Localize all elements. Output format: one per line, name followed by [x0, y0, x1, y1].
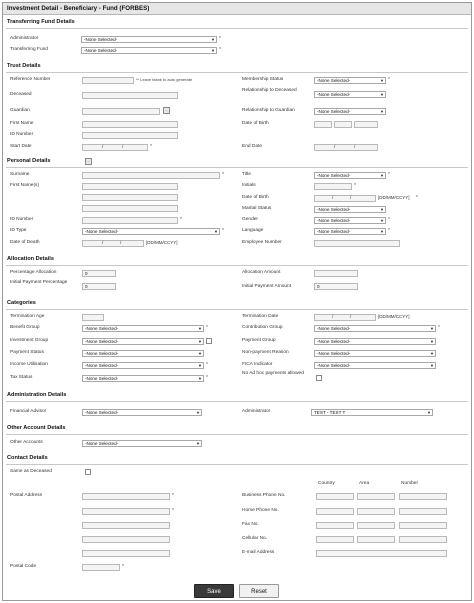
chevron-down-icon: ▼ [211, 48, 215, 53]
gender-label: Gender [242, 217, 258, 222]
business-phone-label: Business Phone No. [242, 493, 286, 498]
contribution-group-label: Contribution Group [242, 325, 283, 330]
chevron-down-icon: ▼ [198, 351, 202, 356]
trust-dob-day-input[interactable] [314, 121, 332, 128]
surname-input[interactable] [82, 172, 220, 179]
chevron-down-icon: ▼ [198, 339, 202, 344]
required-marker: * [388, 217, 390, 223]
trust-dob-year-input[interactable] [354, 121, 378, 128]
chevron-down-icon: ▼ [430, 326, 434, 331]
first-name-input[interactable] [82, 121, 178, 128]
section-divider [6, 464, 468, 465]
date-separator: / [332, 195, 334, 200]
fax-country[interactable] [316, 522, 354, 529]
business-phone-area[interactable] [357, 493, 395, 500]
benefit-group-label: Benefit Group [10, 325, 40, 330]
postal-address-label: Postal Address [10, 493, 42, 498]
section-title-categories: Categories [7, 300, 36, 306]
membership-status-label: Membership Status [242, 77, 284, 82]
page-title: Investment Detail - Beneficiary - Fund (FORBES) [3, 3, 471, 15]
home-phone-area[interactable] [357, 508, 395, 515]
tax-status-select[interactable]: -None Selected- ▼ [82, 375, 204, 382]
chevron-down-icon: ▼ [430, 351, 434, 356]
chevron-down-icon: ▼ [380, 173, 384, 178]
language-label: Language [242, 228, 264, 233]
phone-column-area: Area [359, 481, 370, 486]
date-separator: / [332, 314, 334, 319]
end-date-input[interactable] [314, 144, 378, 151]
termination-date-label: Termination Date [242, 314, 279, 319]
date-format-hint: [DD/MM/CCYY] [378, 314, 410, 319]
start-date-label: Start Date [10, 144, 32, 149]
date-format-hint: [DD/MM/CCYY] [146, 240, 178, 245]
required-marker: * [438, 325, 440, 331]
section-divider [6, 167, 468, 168]
deceased-input[interactable] [82, 92, 178, 99]
date-separator: / [102, 240, 104, 245]
postal-code-label: Postal Code [10, 564, 37, 569]
percentage-allocation-label: Percentage Allocation [10, 270, 57, 275]
cellular-label: Cellular No. [242, 536, 268, 541]
no-adhoc-payments-label: No Ad hoc payments allowed [242, 371, 304, 376]
payment-status-label: Payment Status [10, 350, 44, 355]
marital-status-label: Marital Status [242, 206, 272, 211]
home-phone-number[interactable] [399, 508, 447, 515]
benefit-group-select[interactable]: -None Selected- ▼ [82, 325, 204, 332]
chevron-down-icon: ▼ [427, 410, 431, 415]
title-label: Title [242, 172, 251, 177]
section-title-transferring: Transferring Fund Details [7, 19, 75, 25]
chevron-down-icon: ▼ [198, 376, 202, 381]
initials-input[interactable] [314, 183, 352, 190]
transferring-fund-label: Transferring Fund [10, 47, 48, 52]
required-marker: * [388, 228, 390, 234]
postal-address-line-1[interactable] [82, 493, 170, 500]
first-names-input-3[interactable] [82, 205, 178, 212]
initial-payment-percentage-label: Initial Payment Percentage [10, 280, 68, 285]
termination-age-label: Termination Age [10, 314, 45, 319]
trust-id-number-label: ID Number [10, 132, 34, 137]
start-date-input[interactable] [82, 144, 148, 151]
required-marker: * [180, 217, 182, 223]
chevron-down-icon: ▼ [430, 363, 434, 368]
trust-id-number-input[interactable] [82, 132, 178, 139]
surname-label: Surname [10, 172, 30, 177]
first-names-input-1[interactable] [82, 183, 178, 190]
contribution-group-select[interactable]: -None Selected- ▼ [314, 325, 436, 332]
investment-group-checkbox[interactable] [206, 338, 212, 344]
other-accounts-label: Other Accounts [10, 440, 43, 445]
required-marker: * [206, 362, 208, 368]
relationship-to-deceased-select[interactable]: -None Selected- ▼ [314, 91, 386, 98]
chevron-down-icon: ▼ [214, 229, 218, 234]
payment-group-select[interactable]: -None Selected- ▼ [314, 338, 436, 345]
reset-button[interactable]: Reset [239, 584, 279, 598]
required-marker: * [354, 183, 356, 189]
cellular-country[interactable] [316, 536, 354, 543]
chevron-down-icon: ▼ [380, 207, 384, 212]
date-separator: / [354, 144, 356, 149]
chevron-down-icon: ▼ [211, 37, 215, 42]
chevron-down-icon: ▼ [380, 92, 384, 97]
reference-number-input[interactable] [82, 77, 134, 84]
section-title-other-account: Other Account Details [7, 425, 66, 431]
investment-group-select[interactable]: -None Selected- ▼ [82, 338, 204, 345]
required-marker: * [172, 508, 174, 514]
chevron-down-icon: ▼ [430, 339, 434, 344]
payment-status-select[interactable]: -None Selected- ▼ [82, 350, 204, 357]
phone-column-number: Number [401, 481, 419, 486]
financial-advisor-label: Financial Advisor [10, 409, 47, 414]
section-divider [6, 401, 468, 402]
date-format-hint: [DD/MM/CCYY] [378, 195, 410, 200]
section-divider [6, 309, 468, 310]
employee-number-input[interactable] [314, 240, 400, 247]
initial-payment-amount-label: Initial Payment Amount [242, 284, 292, 289]
postal-address-line-4[interactable] [82, 536, 170, 543]
required-marker: * [206, 375, 208, 381]
date-separator: / [102, 144, 104, 149]
required-marker: * [388, 77, 390, 83]
guardian-lookup-button[interactable]: ... [164, 107, 169, 112]
title-select[interactable]: -None Selected- ▼ [314, 172, 386, 179]
required-marker: * [150, 144, 152, 150]
section-divider [6, 434, 468, 435]
required-marker: * [219, 47, 221, 53]
required-marker: * [219, 36, 221, 42]
section-title-personal: Personal Details [7, 158, 51, 164]
id-number-input[interactable] [82, 217, 178, 224]
initial-payment-percentage-input[interactable]: 0 [82, 283, 116, 290]
cellular-area[interactable] [357, 536, 395, 543]
no-adhoc-payments-checkbox[interactable] [316, 375, 322, 381]
relationship-to-guardian-select[interactable]: -None Selected- ▼ [314, 108, 386, 115]
date-separator: / [334, 144, 336, 149]
required-marker: * [222, 228, 224, 234]
required-marker: * [206, 325, 208, 331]
chevron-down-icon: ▼ [196, 441, 200, 446]
investment-detail-window [2, 2, 472, 601]
home-phone-country[interactable] [316, 508, 354, 515]
other-accounts-select[interactable]: -None Selected- ▼ [82, 440, 202, 447]
id-type-select[interactable]: -None Selected- ▼ [82, 228, 220, 235]
gender-select[interactable]: -None Selected- ▼ [314, 217, 386, 224]
end-date-label: End Date [242, 144, 263, 149]
fax-area[interactable] [357, 522, 395, 529]
fica-indicator-select[interactable]: -None Selected- ▼ [314, 362, 436, 369]
same-as-deceased-label: Same as Deceased [10, 469, 52, 474]
business-phone-country[interactable] [316, 493, 354, 500]
administrator-detail-label: Administrator [242, 409, 271, 414]
termination-date-input[interactable] [314, 314, 376, 321]
guardian-label: Guardian [10, 108, 30, 113]
postal-code-input[interactable] [82, 564, 120, 571]
email-label: E-mail Address [242, 550, 275, 555]
chevron-down-icon: ▼ [380, 229, 384, 234]
date-separator: / [122, 144, 124, 149]
relationship-to-guardian-label: Relationship to Guardian [242, 108, 295, 113]
cellular-number[interactable] [399, 536, 447, 543]
email-input[interactable] [316, 550, 447, 557]
fax-number[interactable] [399, 522, 447, 529]
relationship-to-deceased-label: Relationship to Deceased [242, 88, 297, 93]
save-button[interactable]: Save [194, 584, 234, 598]
transferring-fund-select[interactable]: -None Selected- ▼ [81, 47, 217, 54]
non-payment-reason-select[interactable]: -None Selected- ▼ [314, 350, 436, 357]
non-payment-reason-label: Non-payment Reason [242, 350, 289, 355]
reference-number-hint: ** Leave blank to auto generate [136, 77, 193, 82]
trust-dob-month-input[interactable] [334, 121, 352, 128]
postal-address-line-5[interactable] [82, 550, 170, 557]
financial-advisor-select[interactable]: -None Selected- ▼ [82, 409, 202, 416]
reference-number-label: Reference Number [10, 77, 51, 82]
required-marker: * [122, 564, 124, 570]
administrator-select[interactable]: -None Selected- ▼ [81, 36, 217, 43]
chevron-down-icon: ▼ [196, 410, 200, 415]
section-title-allocation: Allocation Details [7, 256, 54, 262]
income-utilisation-label: Income Utilisation [10, 362, 48, 367]
language-select[interactable]: -None Selected- ▼ [314, 228, 386, 235]
home-phone-label: Home Phone No. [242, 508, 279, 513]
allocation-amount-input[interactable] [314, 270, 358, 277]
fax-label: Fax No. [242, 522, 259, 527]
first-names-label: First Name(s) [10, 183, 40, 188]
first-name-label: First Name [10, 121, 34, 126]
required-marker: * [222, 172, 224, 178]
date-separator: / [120, 240, 122, 245]
postal-address-line-3[interactable] [82, 522, 170, 529]
date-of-birth-input[interactable] [314, 195, 376, 202]
chevron-down-icon: ▼ [198, 363, 202, 368]
payment-group-label: Payment Group [242, 338, 276, 343]
guardian-input[interactable] [82, 108, 160, 115]
id-number-label: ID Number [10, 217, 34, 222]
first-names-input-2[interactable] [82, 194, 178, 201]
chevron-down-icon: ▼ [198, 326, 202, 331]
required-marker: * [416, 195, 418, 201]
initials-label: Initials [242, 183, 256, 188]
personal-lookup-button[interactable]: ... [86, 158, 91, 163]
section-divider [6, 28, 468, 29]
same-as-deceased-checkbox[interactable] [85, 469, 91, 475]
phone-column-country: Country [318, 481, 335, 486]
section-title-contact: Contact Details [7, 455, 48, 461]
postal-address-line-2[interactable] [82, 508, 170, 515]
date-separator: / [350, 195, 352, 200]
required-marker: * [172, 493, 174, 499]
termination-age-input[interactable] [82, 314, 104, 321]
chevron-down-icon: ▼ [380, 78, 384, 83]
administrator-detail-select[interactable]: TEST - TEST T ▼ [311, 409, 433, 416]
allocation-amount-label: Allocation Amount [242, 270, 281, 275]
fica-indicator-label: FICA Indicator [242, 362, 273, 367]
business-phone-number[interactable] [399, 493, 447, 500]
investment-group-label: Investment Group [10, 338, 49, 343]
marital-status-select[interactable]: -None Selected- ▼ [314, 206, 386, 213]
date-of-birth-label: Date of Birth [242, 195, 269, 200]
chevron-down-icon: ▼ [380, 109, 384, 114]
date-separator: / [350, 314, 352, 319]
section-title-trust: Trust Details [7, 63, 41, 69]
percentage-allocation-input[interactable]: 0 [82, 270, 116, 277]
date-of-death-label: Date of Death [10, 240, 40, 245]
tax-status-label: Tax Status [10, 375, 33, 380]
section-divider [6, 72, 468, 73]
section-title-administration: Administration Details [7, 392, 67, 398]
section-divider [6, 265, 468, 266]
income-utilisation-select[interactable]: -None Selected- ▼ [82, 362, 204, 369]
trust-date-of-birth-label: Date of Birth [242, 121, 269, 126]
deceased-label: Deceased [10, 92, 32, 97]
chevron-down-icon: ▼ [380, 218, 384, 223]
date-of-death-input[interactable] [82, 240, 144, 247]
employee-number-label: Employee Number [242, 240, 282, 245]
required-marker: * [388, 172, 390, 178]
id-type-label: ID Type [10, 228, 27, 233]
initial-payment-amount-input[interactable]: 0 [314, 283, 358, 290]
administrator-label: Administrator [10, 36, 39, 41]
membership-status-select[interactable]: -None Selected- ▼ [314, 77, 386, 84]
